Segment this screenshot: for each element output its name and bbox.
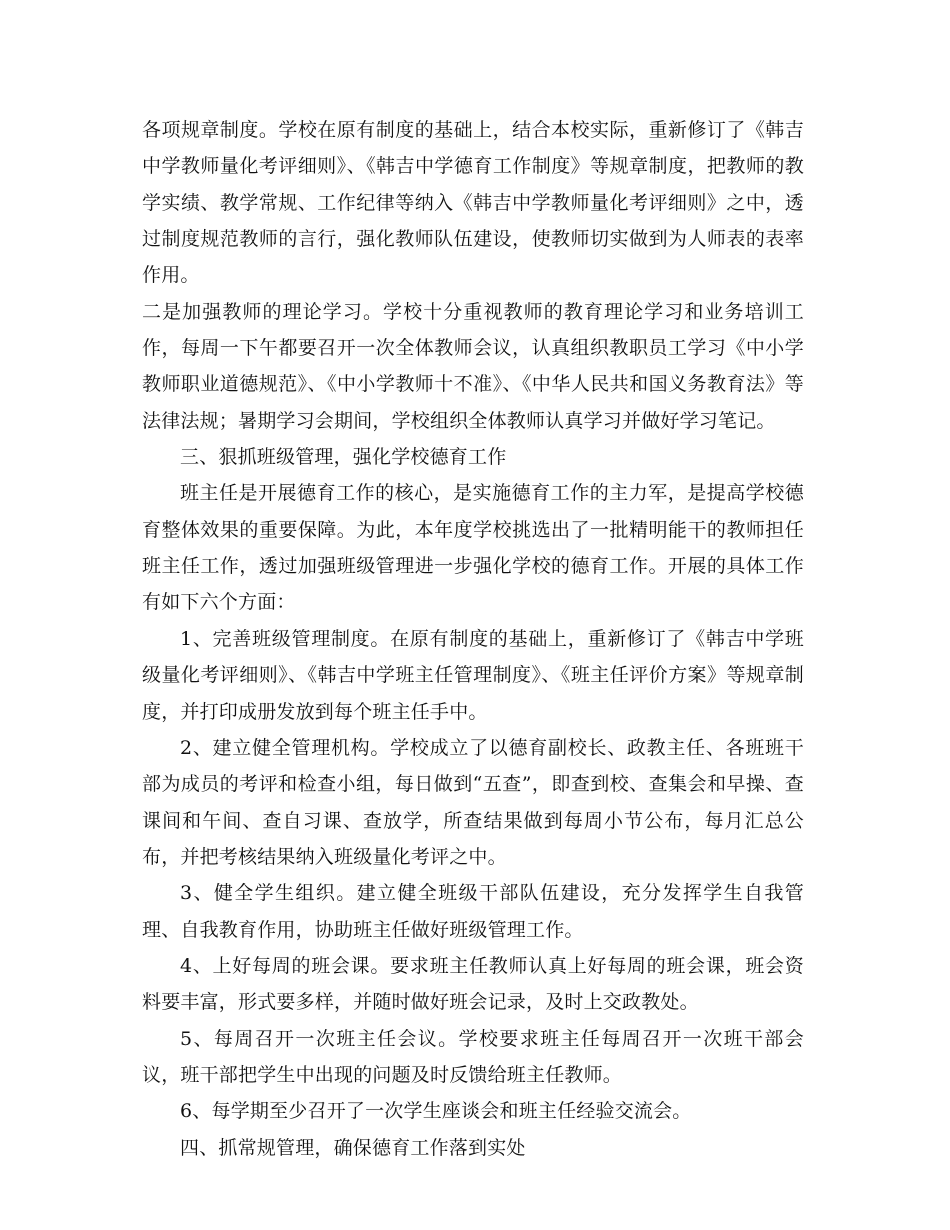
list-item-1: 1、完善班级管理制度。在原有制度的基础上，重新修订了《韩吉中学班级量化考评细则》、《韩吉中学班主任管理制度》、《班主任评价方案》等规章制度，并打印成册发放到每个班主任手中。 [142, 627, 804, 723]
list-item-3: 3、健全学生组织。建立健全班级干部队伍建设，充分发挥学生自我管理、自我教育作用，协助班主任做好班级管理工作。 [142, 882, 804, 941]
document-body [142, 112, 804, 1166]
paragraph-teacher-theory-study: 二是加强教师的理论学习。学校十分重视教师的教育理论学习和业务培训工作，每周一下午都要召开一次全体教师会议，认真组织教职员工学习《中小学教师职业道德规范》、《中小学教师十不准》、《中华人民共和国义务教育法》等法律法规；暑期学习会期间，学校组织全体教师认真学习并做好学习笔记。 [142, 300, 804, 432]
section-heading-class-management: 三、狠抓班级管理，强化学校德育工作 [180, 446, 507, 469]
list-item-5: 5、每周召开一次班主任会议。学校要求班主任每周召开一次班干部会议，班干部把学生中出现的问题及时反馈给班主任教师。 [142, 1027, 804, 1086]
list-item-4: 4、上好每周的班会课。要求班主任教师认真上好每周的班会课，班会资料要丰富，形式要多样，并随时做好班会记录，及时上交政教处。 [142, 954, 804, 1014]
paragraph-head-teacher-role: 班主任是开展德育工作的核心，是实施德育工作的主力军，是提高学校德育整体效果的重要保障。为此，本年度学校挑选出了一批精明能干的教师担任班主任工作，透过加强班级管理进一步强化学校的德育工作。开展的具体工作有如下六个方面： [142, 482, 804, 614]
list-item-2: 2、建立健全管理机构。学校成立了以德育副校长、政教主任、各班班干部为成员的考评和检查小组，每日做到“五查”，即查到校、查集会和早操、查课间和午间、查自习课、查放学，所查结果做到每周小节公布，每月汇总公布，并把考核结果纳入班级量化考评之中。 [142, 736, 804, 868]
paragraph-continuation: 各项规章制度。学校在原有制度的基础上，结合本校实际，重新修订了《韩吉中学教师量化考评细则》、《韩吉中学德育工作制度》等规章制度，把教师的教学实绩、教学常规、工作纪律等纳入《韩吉中学教师量化考评细则》之中，透过制度规范教师的言行，强化教师队伍建设，使教师切实做到为人师表的表率作用。 [142, 119, 804, 287]
list-item-6: 6、每学期至少召开了一次学生座谈会和班主任经验交流会。 [180, 1100, 692, 1123]
section-heading-routine-management: 四、抓常规管理，确保德育工作落到实处 [180, 1136, 526, 1159]
